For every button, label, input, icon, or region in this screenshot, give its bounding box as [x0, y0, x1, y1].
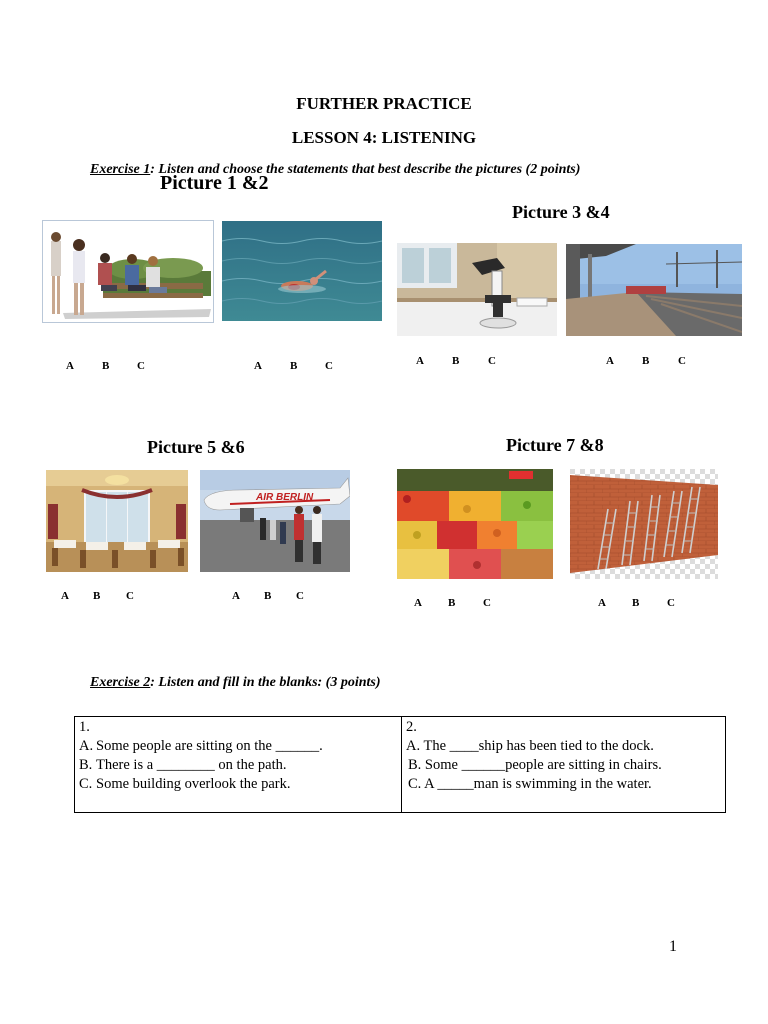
svg-text:AIR BERLIN: AIR BERLIN	[256, 492, 314, 503]
statement	[79, 737, 397, 756]
page-number: 1	[669, 938, 677, 955]
choice-b[interactable]: B	[448, 597, 456, 609]
question-2-cell	[402, 717, 726, 813]
statement-letter: B.	[79, 757, 93, 773]
choice-b[interactable]: B	[642, 355, 650, 367]
question-number: 1.	[79, 719, 90, 735]
statement	[79, 756, 397, 775]
heading-picture-7-8: Picture 7 &8	[506, 435, 604, 455]
statement	[406, 756, 721, 775]
statement-text[interactable]: Some ______people are sitting in chairs.	[424, 757, 662, 773]
picture-1-people-on-bench	[42, 220, 214, 323]
fill-in-table	[74, 716, 726, 813]
choice-b[interactable]: B	[452, 355, 460, 367]
statement-letter: A.	[79, 738, 94, 754]
statement	[406, 775, 721, 794]
statement-letter: C.	[408, 776, 422, 792]
exercise-1-text: : Listen and choose the statements that best describe the pictures (2 points)	[150, 162, 581, 177]
choice-c[interactable]: C	[126, 590, 134, 602]
statement-text: Some building overlook the park.	[96, 776, 291, 792]
choice-a[interactable]: A	[416, 355, 424, 367]
choice-b[interactable]: B	[102, 360, 110, 372]
page-title: FURTHER PRACTICE	[296, 94, 472, 113]
choice-c[interactable]: C	[667, 597, 675, 609]
picture-5-dining-room	[46, 470, 188, 572]
choice-c[interactable]: C	[137, 360, 145, 372]
choice-a[interactable]: A	[66, 360, 74, 372]
choice-c[interactable]: C	[678, 355, 686, 367]
exercise-2-instruction	[90, 675, 381, 691]
choice-a[interactable]: A	[61, 590, 69, 602]
choice-a[interactable]: A	[598, 597, 606, 609]
statement-letter: C.	[79, 776, 93, 792]
choice-b[interactable]: B	[290, 360, 298, 372]
choice-b[interactable]: B	[632, 597, 640, 609]
choice-a[interactable]: A	[232, 590, 240, 602]
picture-3-microscope	[397, 243, 557, 336]
statement-text[interactable]: Some people are sitting on the ______.	[96, 738, 323, 754]
exercise-1-label: Exercise 1	[90, 162, 151, 177]
exercise-2-label: Exercise 2	[90, 675, 151, 690]
exercise-2-text: : Listen and fill in the blanks: (3 points)	[150, 675, 381, 690]
heading-picture-1-2: Picture 1 &2	[160, 172, 269, 194]
picture-4-railway-station	[566, 244, 742, 336]
statement-letter: A.	[406, 738, 421, 754]
choice-c[interactable]: C	[296, 590, 304, 602]
lesson-title: LESSON 4: LISTENING	[291, 128, 477, 147]
choice-b[interactable]: B	[93, 590, 101, 602]
question-1-cell	[75, 717, 402, 813]
statement-text[interactable]: There is a ________ on the path.	[96, 757, 287, 773]
heading-picture-5-6: Picture 5 &6	[147, 437, 245, 457]
picture-7-fruit-market	[397, 469, 553, 579]
choice-b[interactable]: B	[264, 590, 272, 602]
choice-c[interactable]: C	[488, 355, 496, 367]
statement-letter: B.	[408, 757, 422, 773]
statement	[79, 775, 397, 794]
statement-text[interactable]: A _____man is swimming in the water.	[424, 776, 652, 792]
statement	[406, 737, 721, 756]
choice-a[interactable]: A	[606, 355, 614, 367]
choices-picture-4	[0, 355, 768, 371]
choice-c[interactable]: C	[325, 360, 333, 372]
choice-a[interactable]: A	[254, 360, 262, 372]
choice-c[interactable]: C	[483, 597, 491, 609]
picture-8-ladders-against-wall	[570, 469, 718, 579]
choice-a[interactable]: A	[414, 597, 422, 609]
question-number: 2.	[406, 719, 417, 735]
heading-picture-3-4: Picture 3 &4	[512, 202, 610, 222]
choices-picture-8	[0, 597, 768, 613]
picture-6-airplane-boarding	[200, 470, 350, 572]
statement-text[interactable]: The ____ship has been tied to the dock.	[423, 738, 654, 754]
picture-2-swimmer	[222, 221, 382, 321]
